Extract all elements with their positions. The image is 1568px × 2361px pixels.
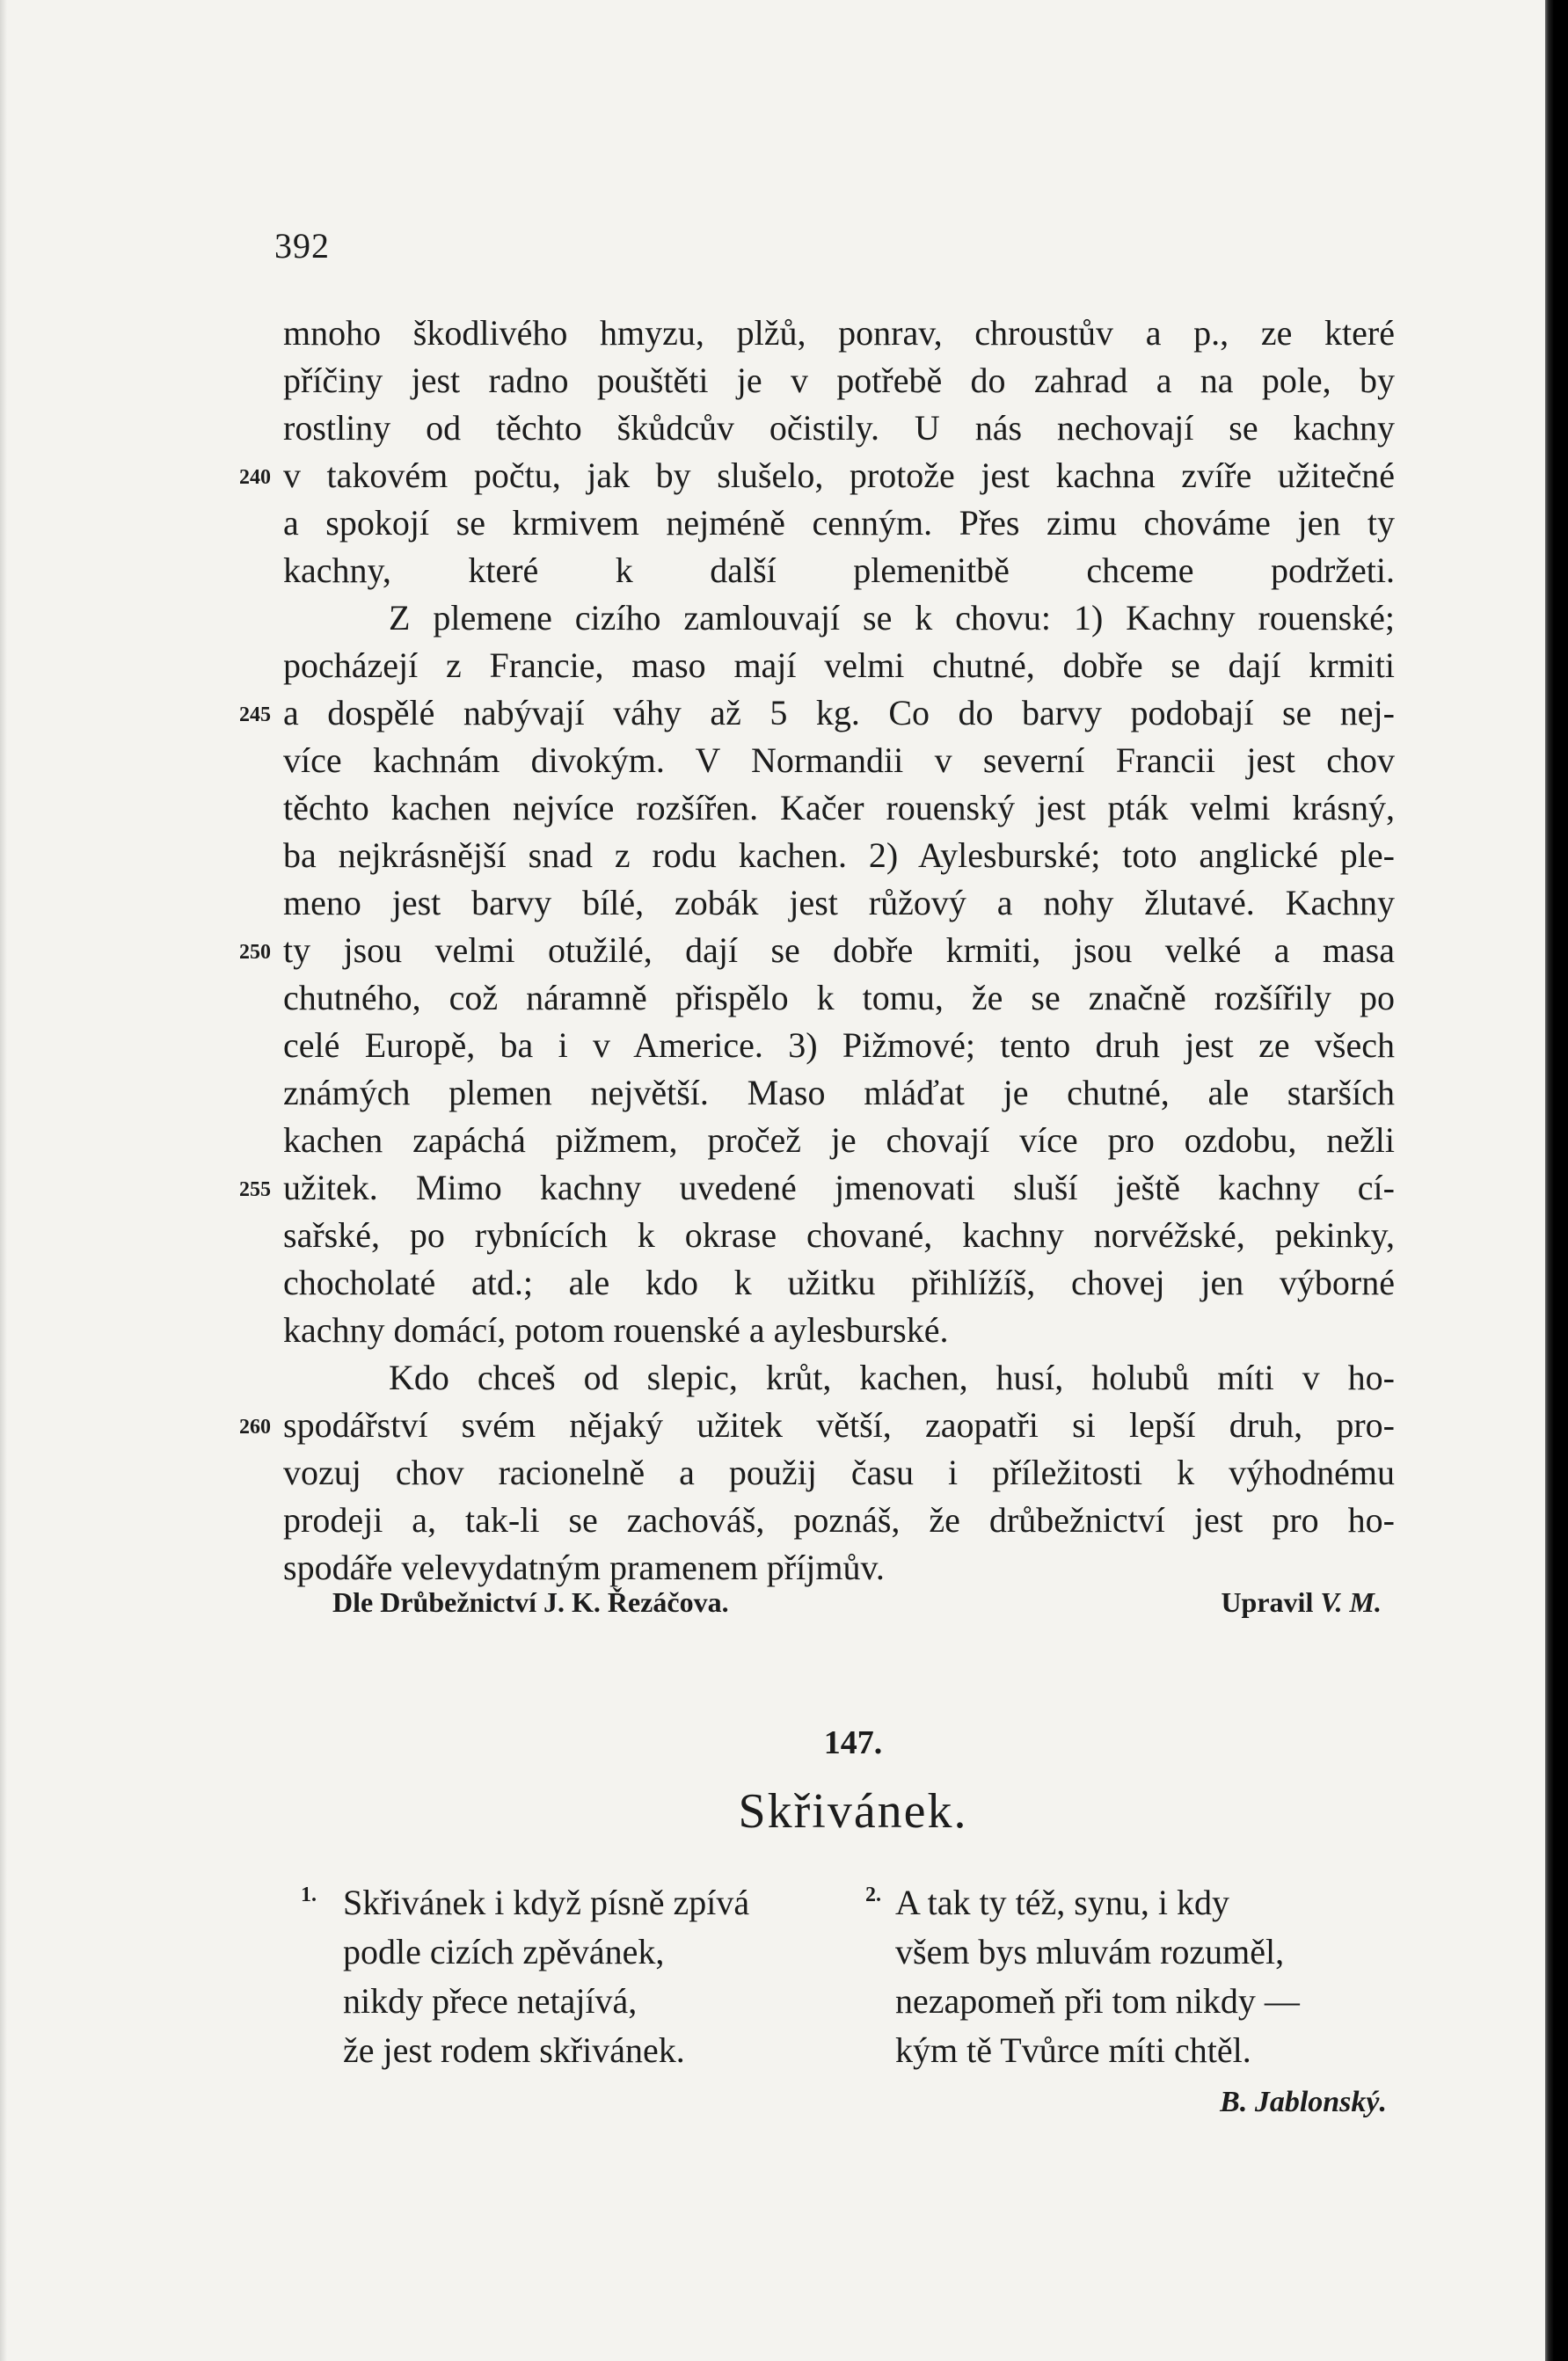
prose-line (283, 499, 1395, 547)
prose-line-text: a spokojí se krmivem nejméně cenným. Přes zimu chováme jen ty (283, 503, 1395, 543)
prose-line-text: sařské, po rybnících k okrase chované, kachny norvéžské, pekinky, (283, 1215, 1395, 1255)
prose-line (283, 737, 1395, 784)
stanza-number: 1. (301, 1884, 317, 1906)
prose-line-text: a dospělé nabývají váhy až 5 kg. Co do barvy podobají se nej- (283, 693, 1395, 732)
prose-line (283, 1259, 1395, 1307)
prose-line-text: v takovém počtu, jak by slušelo, protože jest kachna zvíře užitečné (283, 455, 1395, 495)
prose-line (283, 1212, 1395, 1259)
verse-line: nezapomeň při tom nikdy — (895, 1981, 1300, 2021)
prose-line-text: pocházejí z Francie, maso mají velmi chutné, dobře se dají krmiti (283, 645, 1395, 685)
line-number: 250 (239, 941, 271, 964)
prose-line (283, 1307, 1395, 1354)
prose-line (283, 1354, 1395, 1402)
adapter-initials: V. M. (1320, 1586, 1382, 1618)
prose-line-text: známých plemen největší. Maso mláďat je chutné, ale starších (283, 1073, 1395, 1112)
verse-line: kým tě Tvůrce míti chtěl. (895, 2030, 1251, 2070)
prose-line (283, 1069, 1395, 1117)
stanza-2 (865, 1878, 1300, 2075)
verse-line: A tak ty též, synu, i kdy (895, 1883, 1229, 1922)
prose-line-text: více kachnám divokým. V Normandii v severní Francii jest chov (283, 740, 1395, 780)
prose-line-text: rostliny od těchto škůdcův očistily. U nás nechovají se kachny (283, 408, 1395, 448)
prose-line-text: celé Europě, ba i v Americe. 3) Pižmové; tento druh jest ze všech (283, 1025, 1395, 1065)
poem-number: 147. (823, 1724, 883, 1761)
prose-line-text: spodářství svém nějaký užitek větší, zaopatři si lepší druh, pro- (283, 1405, 1395, 1445)
prose-line-text: chutného, což náramně přispělo k tomu, že se značně rozšířily po (283, 978, 1395, 1017)
prose-line-text: příčiny jest radno pouštěti je v potřebě do zahrad a na pole, by (283, 361, 1395, 400)
prose-line (283, 879, 1395, 927)
prose-line-text: spodáře velevydatným pramenem příjmův. (283, 1548, 885, 1587)
prose-line (283, 1544, 1395, 1592)
stanza-number: 2. (865, 1884, 881, 1906)
prose-line-text: meno jest barvy bílé, zobák jest růžový a nohy žlutavé. Kachny (283, 883, 1395, 922)
scan-edge-left (0, 0, 7, 2361)
prose-line-text: užitek. Mimo kachny uvedené jmenovati sluší ještě kachny cí- (283, 1168, 1395, 1207)
prose-line-text: Z plemene cizího zamlouvají se k chovu: 1) Kachny rouenské; (389, 598, 1395, 638)
page-number: 392 (274, 226, 330, 266)
line-number: 240 (239, 466, 271, 489)
line-number: 260 (239, 1416, 271, 1439)
prose-line (283, 784, 1395, 832)
line-number: 255 (239, 1178, 271, 1201)
prose-line (239, 1402, 1395, 1449)
verse-line: že jest rodem skřivánek. (343, 2030, 685, 2070)
stanza-1 (301, 1878, 750, 2075)
prose-line (283, 594, 1395, 642)
adapter-prefix: Upravil (1221, 1586, 1314, 1618)
prose-line-text: těchto kachen nejvíce rozšířen. Kačer rouenský jest pták velmi krásný, (283, 788, 1395, 827)
verse-line: Skřivánek i když písně zpívá (343, 1883, 750, 1922)
prose-line-text: vozuj chov racionelně a použij času i příležitosti k výhodnému (283, 1453, 1395, 1492)
prose-line (283, 310, 1395, 357)
prose-line-text: kachen zapáchá pižmem, pročež je chovají více pro ozdobu, nežli (283, 1120, 1395, 1160)
prose-line (239, 1164, 1395, 1212)
prose-line (283, 1449, 1395, 1497)
verse-line: nikdy přece netajívá, (343, 1981, 638, 2021)
prose-line-text: kachny, které k další plemenitbě chceme podržeti. (283, 550, 1395, 590)
prose-line-text: prodeji a, tak-li se zachováš, poznáš, že drůbežnictví jest pro ho- (283, 1500, 1395, 1540)
verse-line: podle cizích zpěvánek, (343, 1932, 665, 1971)
line-number: 245 (239, 703, 271, 726)
prose-line-text: mnoho škodlivého hmyzu, plžů, ponrav, chroustův a p., ze které (283, 313, 1395, 353)
prose-line (283, 1117, 1395, 1164)
prose-line-text: ba nejkrásnější snad z rodu kachen. 2) Aylesburské; toto anglické ple- (283, 835, 1395, 875)
scan-edge-right (1545, 0, 1568, 2361)
prose-line (239, 927, 1395, 974)
prose-line (283, 974, 1395, 1022)
prose-line (283, 357, 1395, 404)
prose-line (239, 689, 1395, 737)
prose-line (239, 452, 1395, 499)
prose-line (283, 642, 1395, 689)
prose-line-text: chocholaté atd.; ale kdo k užitku přihlížíš, chovej jen výborné (283, 1263, 1395, 1302)
prose-line-text: Kdo chceš od slepic, krůt, kachen, husí, holubů míti v ho- (389, 1358, 1395, 1397)
prose-body (239, 310, 1395, 1592)
adapter-attribution (1221, 1586, 1382, 1619)
poem-title: Skřivánek. (738, 1784, 968, 1839)
prose-line (283, 1022, 1395, 1069)
prose-line (283, 832, 1395, 879)
verse-line: všem bys mluvám rozuměl, (895, 1932, 1285, 1971)
poem-author: B. Jablonský. (1220, 2086, 1387, 2118)
prose-line (283, 1497, 1395, 1544)
prose-line (283, 547, 1395, 594)
prose-line-text: ty jsou velmi otužilé, dají se dobře krmiti, jsou velké a masa (283, 930, 1395, 970)
prose-line-text: kachny domácí, potom rouenské a aylesburské. (283, 1310, 949, 1350)
source-attribution: Dle Drůbežnictví J. K. Řezáčova. (332, 1586, 729, 1618)
prose-line (283, 404, 1395, 452)
